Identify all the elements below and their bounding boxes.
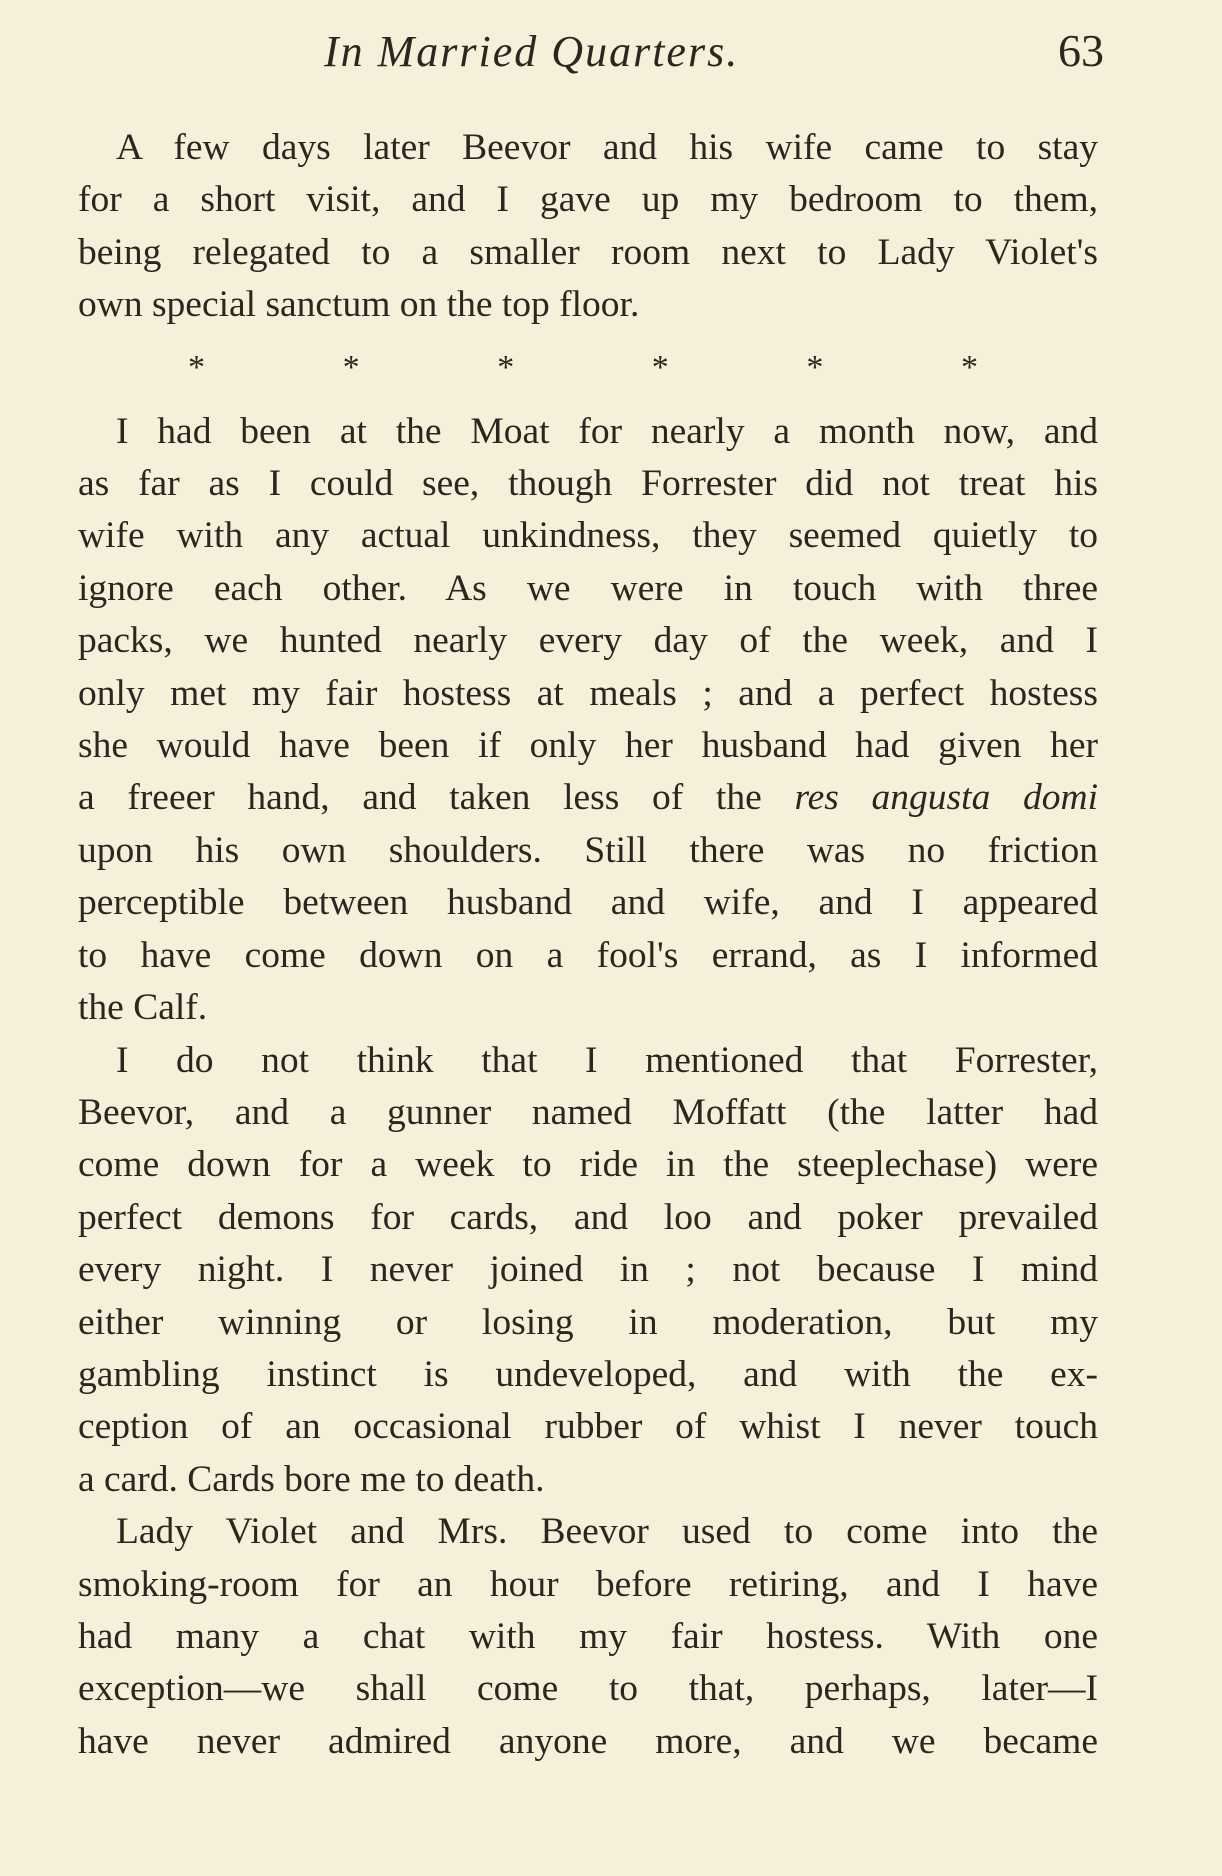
running-head [78,22,1104,90]
section-break-ornament [188,334,978,404]
page-number: 63 [1058,25,1104,76]
text-line: a card. Cards bore me to death. [78,1458,545,1500]
text-line: as far as I could see, though Forrester did not treat his [78,463,1098,505]
italic-phrase: res angusta domi [794,777,1099,819]
asterisk-glyph: * [960,349,978,387]
paragraph-3 [78,1035,1098,1507]
text-line: I had been at the Moat for nearly a month now, and [116,410,1098,452]
text-line-with-italic [78,772,1098,824]
asterisk-glyph: * [651,349,669,387]
text-line: the Calf. [78,987,208,1029]
text-line: upon his own shoulders. Still there was no friction [78,829,1098,871]
text-line: Lady Violet and Mrs. Beevor used to come into the [116,1511,1098,1553]
text-line: perceptible between husband and wife, and I appeared [78,882,1098,924]
text-line: either winning or losing in moderation, but my [78,1301,1098,1343]
text-line: wife with any actual unkindness, they seemed quietly to [78,515,1098,557]
text-segment: a freeer hand, and taken less of the [78,777,795,819]
text-line: being relegated to a smaller room next to Lady Violet's [78,231,1098,273]
text-line: smoking-room for an hour before retiring, and I have [78,1563,1098,1605]
paragraph-2 [78,406,1098,1035]
text-line: exception—we shall come to that, perhaps, later—I [78,1668,1098,1710]
body-text [78,122,1098,1768]
text-line: Beevor, and a gunner named Moffatt (the latter had [78,1091,1098,1133]
text-line: only met my fair hostess at meals ; and a perfect hostess [78,672,1098,714]
text-line: every night. I never joined in ; not because I mind [78,1249,1098,1291]
text-line: come down for a week to ride in the steeplechase) were [78,1144,1098,1186]
asterisk-glyph: * [806,349,824,387]
running-title: In Married Quarters. [324,27,740,76]
paragraph-4 [78,1506,1098,1768]
text-line: packs, we hunted nearly every day of the week, and I [78,620,1098,662]
text-line: to have come down on a fool's errand, as I informed [78,934,1098,976]
text-line: had many a chat with my fair hostess. With one [78,1615,1098,1657]
text-line: gambling instinct is undeveloped, and with the ex- [78,1353,1098,1395]
text-line: ception of an occasional rubber of whist I never touch [78,1406,1098,1448]
text-line: ignore each other. As we were in touch with three [78,567,1098,609]
asterisk-glyph: * [497,349,515,387]
text-line: for a short visit, and I gave up my bedroom to them, [78,179,1098,221]
text-line: have never admired anyone more, and we became [78,1720,1098,1762]
text-line: A few days later Beevor and his wife came to stay [116,127,1098,168]
asterisk-glyph: * [188,349,205,387]
paragraph-1 [78,122,1098,332]
text-line: own special sanctum on the top floor. [78,284,640,326]
text-line: I do not think that I mentioned that Forrester, [116,1039,1098,1081]
book-page [78,22,1104,1768]
asterisk-glyph: * [342,349,360,387]
text-line: perfect demons for cards, and loo and poker prevailed [78,1196,1098,1238]
text-line: she would have been if only her husband had given her [78,725,1098,767]
